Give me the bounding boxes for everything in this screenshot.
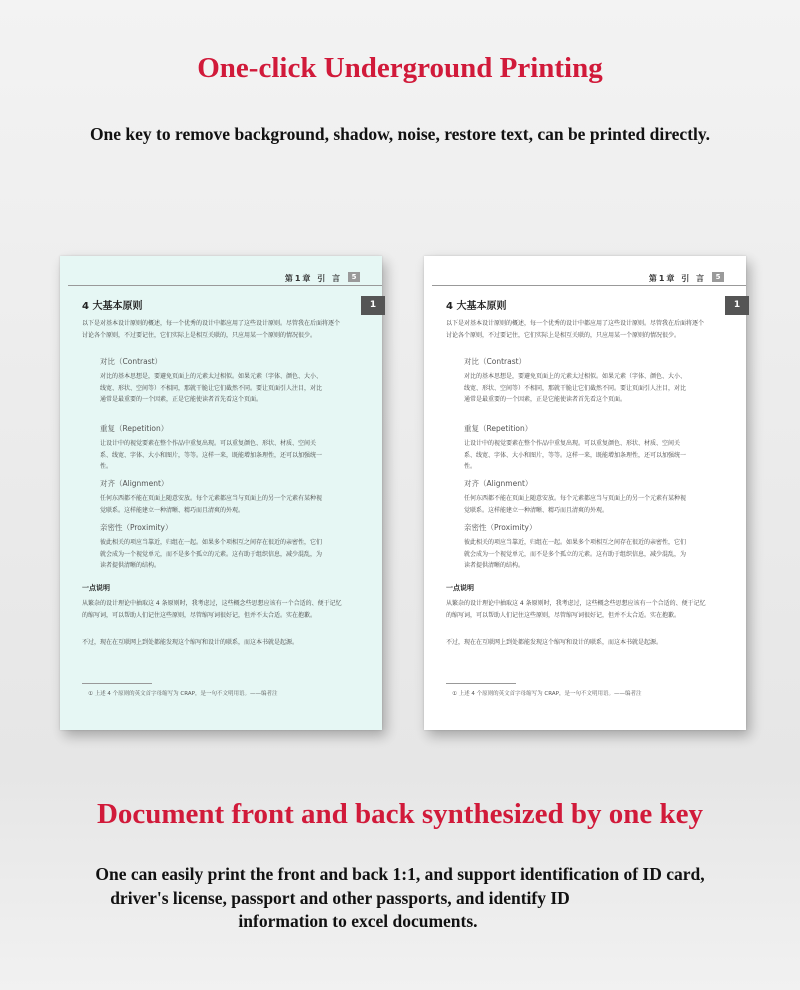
principle-heading: 对齐（Alignment） xyxy=(464,479,533,488)
principle-text: 让设计中的视觉要素在整个作品中重复出现。可以重复颜色、形状、材质、空间关系、线宽、字体、大小和图片，等等。这样一来，既能增加条理性，还可以加强统一性。 xyxy=(464,440,687,470)
note-paragraph: 从繁杂的设计理论中抽取这 4 条原则时，我考虑过，这些概念些思想应该有一个合适的、便于记忆的缩写词，可以帮助人们记住这些原则，尽管缩写词很好记，但并不太合适。实在抱歉。 xyxy=(82,600,342,619)
principle-heading: 对比（Contrast） xyxy=(100,357,163,366)
principle-text: 对比的基本思想是，要避免页面上的元素太过相似。如果元素（字体、颜色、大小、线宽、形状、空间等）不相同，那就干脆让它们截然不同。要让页面引人注目，对比通常是最重要的一个因素，正是它能使读者首先看这个页面。 xyxy=(464,373,687,403)
note-heading: 一点说明 xyxy=(446,584,474,592)
document-after xyxy=(424,256,746,730)
footnote: ① 上述 4 个原则的英文首字母缩写为 CRAP，是一句不文明用语。——编者注 xyxy=(88,691,278,697)
note-paragraph: 从繁杂的设计理论中抽取这 4 条原则时，我考虑过，这些概念些思想应该有一个合适的、便于记忆的缩写词，可以帮助人们记住这些原则，尽管缩写词很好记，但并不太合适。实在抱歉。 xyxy=(446,600,706,619)
principle-text: 彼此相关的项应当靠近，归组在一起。如果多个项相互之间存在很近的亲密性，它们就会成为一个视觉单元，而不是多个孤立的元素。这有助于组织信息，减少混乱，为读者提供清晰的结构。 xyxy=(100,539,323,569)
principle-heading: 亲密性（Proximity） xyxy=(464,523,537,532)
footnote-rule xyxy=(82,683,152,684)
section2-title: Document front and back synthesized by one key xyxy=(96,798,704,830)
section1-title: One-click Underground Printing xyxy=(197,52,603,84)
chapter-tab: 1 xyxy=(725,296,749,315)
page-number: 5 xyxy=(712,272,724,282)
closing-paragraph: 不过，现在在互联网上到处都能发现这个缩写和设计的联系，而这本书就是起源。 xyxy=(446,639,663,646)
chapter-header: 第1章 引 言 xyxy=(648,274,706,283)
chapter-header: 第1章 引 言 xyxy=(284,274,342,283)
section2-subtitle-line: driver's license, passport and other passports, and identify ID xyxy=(110,888,570,908)
principle-heading: 亲密性（Proximity） xyxy=(100,523,173,532)
principle-heading: 重复（Repetition） xyxy=(100,424,169,433)
section-title: 4 大基本原则 xyxy=(82,301,143,312)
intro-paragraph: 以下是对基本设计原则的概述，每一个优秀的设计中都应用了这些设计原则。尽管我在后面将逐个讨论各个原则，不过要记住，它们实际上是相互关联的，只应用某一个原则的情况很少。 xyxy=(446,320,705,339)
principle-heading: 对齐（Alignment） xyxy=(100,479,169,488)
note-heading: 一点说明 xyxy=(82,584,110,592)
header-rule xyxy=(432,285,746,286)
principle-heading: 对比（Contrast） xyxy=(464,357,527,366)
section1-subtitle: One key to remove background, shadow, noise, restore text, can be printed directly. xyxy=(89,124,711,144)
principle-text: 让设计中的视觉要素在整个作品中重复出现。可以重复颜色、形状、材质、空间关系、线宽、字体、大小和图片，等等。这样一来，既能增加条理性，还可以加强统一性。 xyxy=(100,440,323,470)
page-number: 5 xyxy=(348,272,360,282)
principle-text: 对比的基本思想是，要避免页面上的元素太过相似。如果元素（字体、颜色、大小、线宽、形状、空间等）不相同，那就干脆让它们截然不同。要让页面引人注目，对比通常是最重要的一个因素，正是它能使读者首先看这个页面。 xyxy=(100,373,323,403)
footnote: ① 上述 4 个原则的英文首字母缩写为 CRAP，是一句不文明用语。——编者注 xyxy=(452,691,642,697)
section2-subtitle-line: information to excel documents. xyxy=(238,911,478,931)
header-rule xyxy=(68,285,382,286)
closing-paragraph: 不过，现在在互联网上到处都能发现这个缩写和设计的联系，而这本书就是起源。 xyxy=(82,639,299,646)
chapter-tab: 1 xyxy=(361,296,385,315)
principle-text: 任何东西都不能在页面上随意安放。每个元素都应当与页面上的另一个元素有某种视觉联系。这样能建立一种清晰、精巧而且清爽的外观。 xyxy=(464,495,687,514)
principle-heading: 重复（Repetition） xyxy=(464,424,533,433)
principle-text: 彼此相关的项应当靠近，归组在一起。如果多个项相互之间存在很近的亲密性，它们就会成为一个视觉单元，而不是多个孤立的元素。这有助于组织信息，减少混乱，为读者提供清晰的结构。 xyxy=(464,539,687,569)
intro-paragraph: 以下是对基本设计原则的概述，每一个优秀的设计中都应用了这些设计原则。尽管我在后面将逐个讨论各个原则，不过要记住，它们实际上是相互关联的，只应用某一个原则的情况很少。 xyxy=(82,320,341,339)
section-title: 4 大基本原则 xyxy=(446,301,507,312)
section2-subtitle-line: One can easily print the front and back 1:1, and support identification of ID card, xyxy=(95,864,705,884)
document-before xyxy=(60,256,382,730)
footnote-rule xyxy=(446,683,516,684)
principle-text: 任何东西都不能在页面上随意安放。每个元素都应当与页面上的另一个元素有某种视觉联系。这样能建立一种清晰、精巧而且清爽的外观。 xyxy=(100,495,323,514)
